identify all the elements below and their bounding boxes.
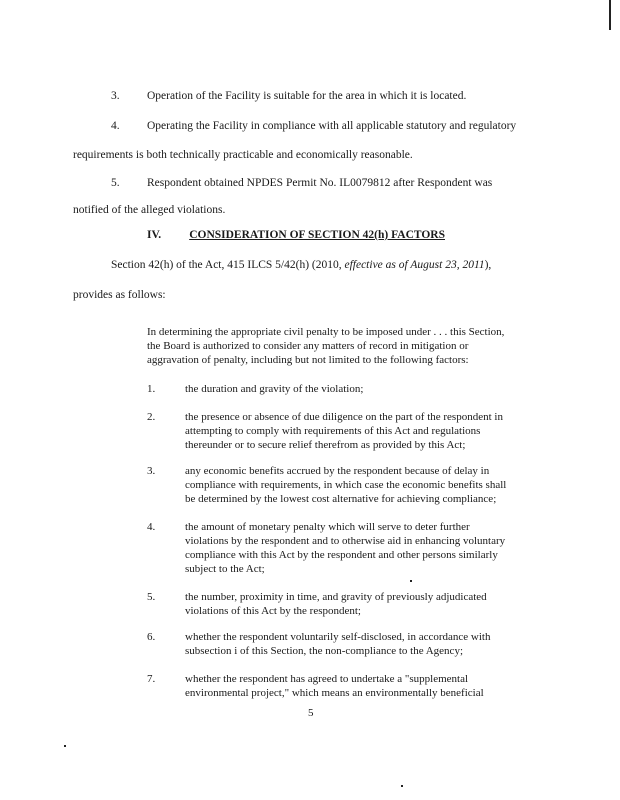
factor-line: attempting to comply with requirements of this Act and regulations: [185, 425, 481, 437]
factor-line: whether the respondent has agreed to undertake a "supplemental: [185, 673, 469, 685]
intro-italic-text: effective as of August 23, 2011: [344, 259, 485, 271]
item-number: 5.: [111, 177, 120, 189]
factor-line: violations of this Act by the respondent;: [185, 605, 361, 617]
factor-line: the amount of monetary penalty which will serve to deter further: [185, 521, 470, 533]
factor-number: 3.: [147, 465, 156, 477]
factor-line: compliance with this Act by the respondent and other persons similarly: [185, 549, 498, 561]
factor-line: be determined by the lowest cost alternative for achieving compliance;: [185, 493, 497, 505]
intro-text-end: ),: [484, 259, 492, 271]
quote-lead-line: In determining the appropriate civil penalty to be imposed under . . . this Section,: [147, 326, 505, 338]
item-number: 3.: [111, 90, 120, 102]
item-number: 4.: [111, 120, 120, 132]
section-title: CONSIDERATION OF SECTION 42(h) FACTORS: [189, 229, 445, 241]
factor-number: 7.: [147, 673, 156, 685]
section-heading: [147, 229, 445, 241]
factor-line: whether the respondent voluntarily self-disclosed, in accordance with: [185, 631, 491, 643]
factor-number: 6.: [147, 631, 156, 643]
item-text: Operating the Facility in compliance with all applicable statutory and regulatory: [147, 120, 517, 132]
item-text-continuation: requirements is both technically practicable and economically reasonable.: [73, 149, 413, 161]
intro-text: Section 42(h) of the Act, 415 ILCS 5/42(h) (2010,: [111, 259, 345, 271]
factor-line: subsection i of this Section, the non-compliance to the Agency;: [185, 645, 463, 657]
scan-mark-top-right: [609, 0, 611, 30]
factor-line: the number, proximity in time, and gravity of previously adjudicated: [185, 591, 487, 603]
intro-paragraph: [111, 258, 491, 272]
item-text: Operation of the Facility is suitable for the area in which it is located.: [147, 90, 467, 102]
factor-line: the presence or absence of due diligence on the part of the respondent in: [185, 411, 503, 423]
page-number: 5: [308, 707, 314, 719]
item-text: Respondent obtained NPDES Permit No. IL0079812 after Respondent was: [147, 177, 493, 189]
factor-line: subject to the Act;: [185, 563, 265, 575]
factor-line: thereunder or to secure relief therefrom as provided by this Act;: [185, 439, 466, 451]
factor-line: environmental project," which means an environmentally beneficial: [185, 687, 484, 699]
factor-line: violations by the respondent and to otherwise aid in enhancing voluntary: [185, 535, 506, 547]
scan-dot: [64, 745, 66, 747]
quote-lead-line: the Board is authorized to consider any matters of record in mitigation or: [147, 340, 469, 352]
factor-number: 1.: [147, 383, 156, 395]
intro-continuation: provides as follows:: [73, 289, 166, 301]
scan-dot: [410, 580, 412, 582]
item-text-continuation: notified of the alleged violations.: [73, 204, 226, 216]
factor-number: 5.: [147, 591, 156, 603]
quote-lead-line: aggravation of penalty, including but not limited to the following factors:: [147, 354, 469, 366]
factor-number: 2.: [147, 411, 156, 423]
section-roman-numeral: IV.: [147, 229, 162, 241]
factor-line: the duration and gravity of the violation;: [185, 383, 364, 395]
factor-line: any economic benefits accrued by the respondent because of delay in: [185, 465, 490, 477]
factor-line: compliance with requirements, in which case the economic benefits shall: [185, 479, 507, 491]
scan-dot: [401, 785, 403, 787]
factor-number: 4.: [147, 521, 156, 533]
